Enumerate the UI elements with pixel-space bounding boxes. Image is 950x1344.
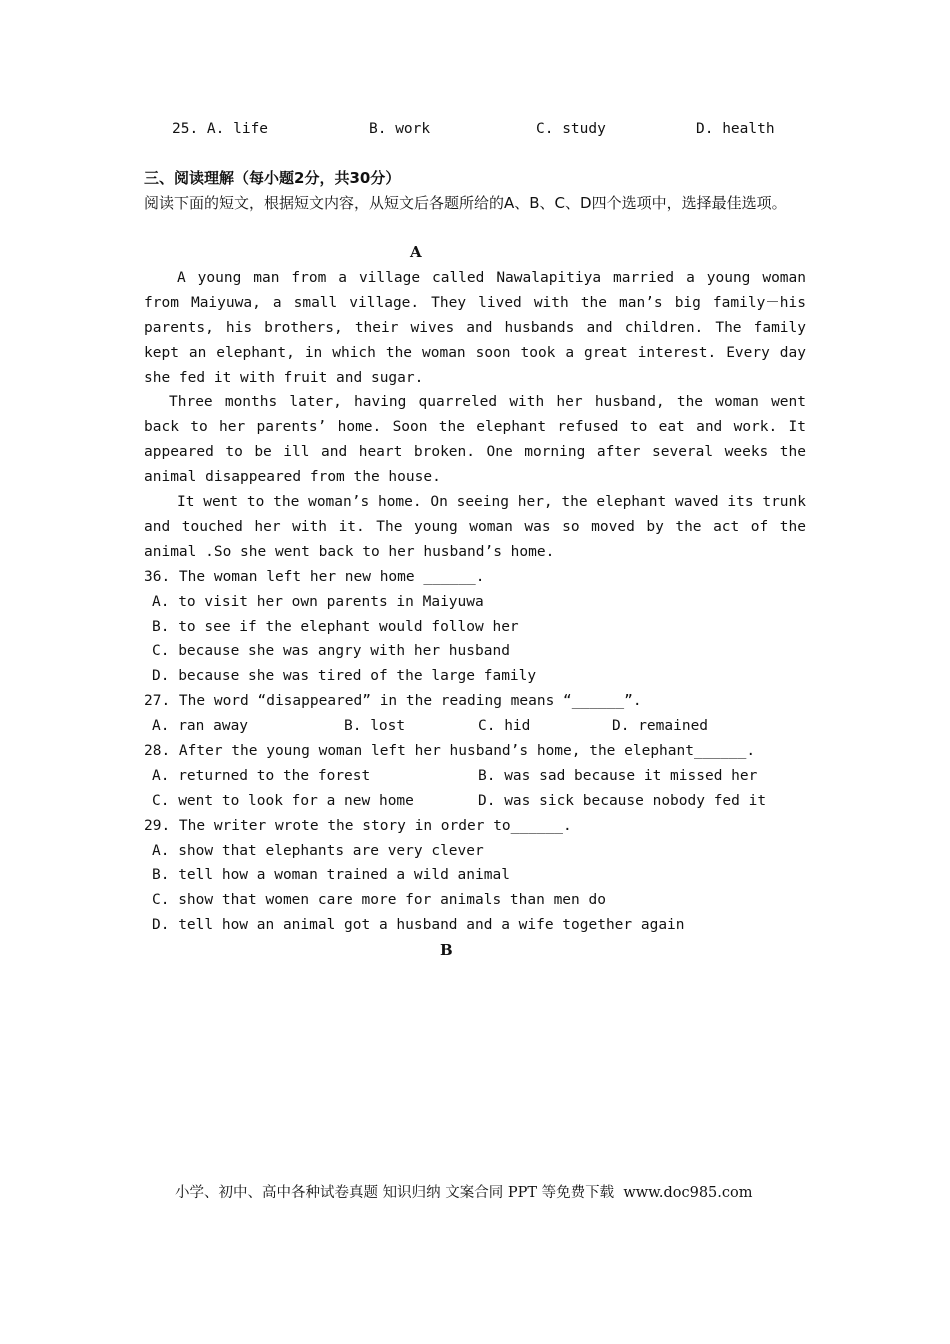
q28-option-c: C. went to look for a new home [152, 793, 414, 809]
passage-b-title: B [440, 941, 453, 959]
q27-option-c: C. hid [478, 718, 531, 734]
q27-option-d: D. remained [612, 718, 709, 734]
q25-option-c: C. study [536, 121, 606, 137]
q28-stem: 28. After the young woman left her husband’s home, the elephant______. [144, 743, 756, 759]
passage-a-paragraph-1: A young man from a village called Nawalapitiya married a young woman from Maiyuwa, a small village. They lived with the man’s big family－his parents, his brothers, their wives and husbands and children. The family kept an elephant, in which the woman soon took a great interest. Every day she fed it with fruit and sugar. [144, 270, 806, 386]
q27-stem: 27. The word “disappeared” in the reading means “______”. [144, 693, 642, 709]
q29-option-b: B. tell how a woman trained a wild animal [152, 867, 510, 883]
q27-option-a: A. ran away [152, 718, 249, 734]
passage-a-title: A [410, 243, 422, 261]
passage-a-paragraph-3: It went to the woman’s home. On seeing her, the elephant waved its trunk and touched her with it. The young woman was so moved by the act of the animal .So she went back to her husband’s home. [144, 494, 806, 560]
q27-option-b: B. lost [344, 718, 406, 734]
section-instructions: 阅读下面的短文，根据短文内容，从短文后各题所给的A、B、C、D四个选项中，选择最佳选项。 [144, 194, 787, 212]
q36-stem: 36. The woman left her new home ______. [144, 569, 485, 585]
q25-option-a: 25. A. life [172, 121, 269, 137]
q36-option-d: D. because she was tired of the large family [152, 668, 537, 684]
q36-option-c: C. because she was angry with her husband [152, 643, 510, 659]
q29-option-a: A. show that elephants are very clever [152, 843, 484, 859]
page-footer: 小学、初中、高中各种试卷真题 知识归纳 文案合同 PPT 等免费下载 www.doc985.com [175, 1185, 753, 1201]
q36-option-b: B. to see if the elephant would follow her [152, 619, 519, 635]
q28-option-d: D. was sick because nobody fed it [478, 793, 767, 809]
q25-option-d: D. health [696, 121, 775, 137]
q28-option-b: B. was sad because it missed her [478, 768, 758, 784]
q29-stem: 29. The writer wrote the story in order to______. [144, 818, 572, 834]
section-heading: 三、阅读理解（每小题2分，共30分） [144, 169, 401, 187]
q29-option-c: C. show that women care more for animals than men do [152, 892, 606, 908]
passage-a-paragraph-2: Three months later, having quarreled with her husband, the woman went back to her parents’ home. Soon the elephant refused to eat and work. It appeared to be ill and heart broken. One morning after several weeks the animal disappeared from the house. [144, 394, 806, 485]
q36-option-a: A. to visit her own parents in Maiyuwa [152, 594, 484, 610]
q28-option-a: A. returned to the forest [152, 768, 371, 784]
q25-option-b: B. work [369, 121, 431, 137]
q29-option-d: D. tell how an animal got a husband and a wife together again [152, 917, 685, 933]
